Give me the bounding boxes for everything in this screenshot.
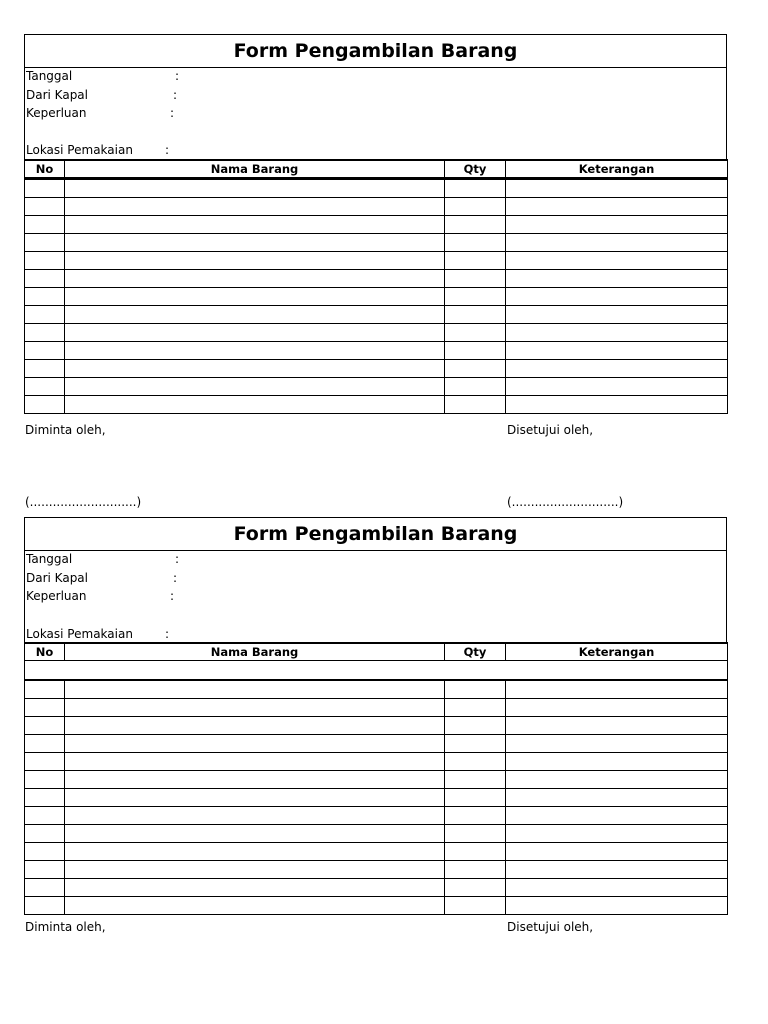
table-cell bbox=[506, 306, 728, 324]
table-cell bbox=[65, 234, 445, 252]
table-cell bbox=[506, 198, 728, 216]
table-cell bbox=[506, 360, 728, 378]
table-row bbox=[25, 735, 728, 753]
table-cell bbox=[65, 897, 445, 915]
table-cell bbox=[25, 661, 728, 681]
table-cell bbox=[65, 680, 445, 699]
table-row bbox=[25, 234, 728, 252]
table-cell bbox=[445, 843, 506, 861]
column-header-nama-barang: Nama Barang bbox=[65, 643, 445, 661]
table-cell bbox=[445, 861, 506, 879]
table-row bbox=[25, 753, 728, 771]
table-cell bbox=[445, 789, 506, 807]
table-cell bbox=[506, 324, 728, 342]
table-cell bbox=[25, 234, 65, 252]
table-row bbox=[25, 396, 728, 414]
table-cell bbox=[25, 771, 65, 789]
table-cell bbox=[25, 843, 65, 861]
table-cell bbox=[65, 699, 445, 717]
column-header-no: No bbox=[25, 160, 65, 179]
table-row bbox=[25, 680, 728, 699]
table-cell bbox=[445, 735, 506, 753]
table-cell bbox=[25, 360, 65, 378]
table-cell bbox=[25, 288, 65, 306]
table-cell bbox=[65, 360, 445, 378]
requested-by-label: Diminta oleh, bbox=[25, 423, 106, 437]
items-table bbox=[24, 159, 728, 414]
table-row bbox=[25, 699, 728, 717]
field-tanggal-label: Tanggal bbox=[26, 69, 73, 83]
table-cell bbox=[506, 861, 728, 879]
table-cell bbox=[506, 396, 728, 414]
table-cell bbox=[25, 789, 65, 807]
table-cell bbox=[506, 879, 728, 897]
signature-line-left: (............................) bbox=[25, 495, 142, 509]
table-row bbox=[25, 216, 728, 234]
table-cell bbox=[506, 897, 728, 915]
table-cell bbox=[506, 270, 728, 288]
table-cell bbox=[65, 378, 445, 396]
table-cell bbox=[65, 216, 445, 234]
table-row bbox=[25, 378, 728, 396]
table-cell bbox=[65, 735, 445, 753]
table-cell bbox=[506, 753, 728, 771]
table-cell bbox=[65, 825, 445, 843]
table-cell bbox=[65, 288, 445, 306]
table-row bbox=[25, 179, 728, 198]
column-header-qty: Qty bbox=[445, 160, 506, 179]
table-row bbox=[25, 288, 728, 306]
table-row bbox=[25, 198, 728, 216]
table-cell bbox=[445, 717, 506, 735]
table-row bbox=[25, 843, 728, 861]
table-cell bbox=[506, 179, 728, 198]
table-cell bbox=[506, 825, 728, 843]
table-cell bbox=[65, 771, 445, 789]
table-cell bbox=[65, 198, 445, 216]
table-row bbox=[25, 879, 728, 897]
table-row bbox=[25, 360, 728, 378]
table-cell bbox=[506, 288, 728, 306]
table-cell bbox=[506, 234, 728, 252]
table-cell bbox=[506, 699, 728, 717]
field-keperluan-label: Keperluan bbox=[26, 589, 87, 603]
table-cell bbox=[25, 324, 65, 342]
table-cell bbox=[445, 771, 506, 789]
table-cell bbox=[445, 699, 506, 717]
table-row bbox=[25, 897, 728, 915]
table-cell bbox=[445, 378, 506, 396]
table-cell bbox=[506, 735, 728, 753]
approved-by-label: Disetujui oleh, bbox=[507, 423, 594, 437]
table-row bbox=[25, 324, 728, 342]
column-header-keterangan: Keterangan bbox=[506, 160, 728, 179]
table-cell bbox=[445, 879, 506, 897]
table-row bbox=[25, 771, 728, 789]
table-cell bbox=[445, 360, 506, 378]
table-cell bbox=[445, 270, 506, 288]
field-lokasi-sep: : bbox=[165, 143, 170, 157]
field-lokasi-label: Lokasi Pemakaian bbox=[26, 143, 133, 157]
table-cell bbox=[25, 396, 65, 414]
field-dari-kapal-label: Dari Kapal bbox=[26, 571, 88, 585]
table-cell bbox=[506, 789, 728, 807]
field-dari-kapal-label: Dari Kapal bbox=[26, 88, 88, 102]
column-header-no: No bbox=[25, 643, 65, 661]
table-cell bbox=[25, 179, 65, 198]
table-cell bbox=[65, 717, 445, 735]
table-cell bbox=[25, 735, 65, 753]
column-header-qty: Qty bbox=[445, 643, 506, 661]
field-lokasi-label: Lokasi Pemakaian bbox=[26, 627, 133, 641]
table-cell bbox=[65, 861, 445, 879]
table-cell bbox=[25, 680, 65, 699]
table-cell bbox=[445, 306, 506, 324]
table-cell bbox=[65, 843, 445, 861]
table-cell bbox=[445, 825, 506, 843]
form-title: Form Pengambilan Barang bbox=[25, 518, 726, 551]
field-tanggal-label: Tanggal bbox=[26, 552, 73, 566]
column-header-keterangan: Keterangan bbox=[506, 643, 728, 661]
form-header-box bbox=[24, 517, 727, 644]
table-row bbox=[25, 306, 728, 324]
table-row bbox=[25, 342, 728, 360]
field-tanggal-sep: : bbox=[175, 552, 180, 566]
table-cell bbox=[506, 378, 728, 396]
table-cell bbox=[25, 807, 65, 825]
table-cell bbox=[65, 252, 445, 270]
table-cell bbox=[65, 270, 445, 288]
table-cell bbox=[25, 717, 65, 735]
table-cell bbox=[25, 306, 65, 324]
signature-line-right: (............................) bbox=[507, 495, 624, 509]
table-cell bbox=[506, 807, 728, 825]
table-cell bbox=[445, 680, 506, 699]
items-table bbox=[24, 642, 728, 915]
table-cell bbox=[25, 216, 65, 234]
table-row bbox=[25, 807, 728, 825]
table-cell bbox=[445, 342, 506, 360]
form-header-box bbox=[24, 34, 727, 161]
table-cell bbox=[445, 897, 506, 915]
table-cell bbox=[506, 771, 728, 789]
table-cell bbox=[65, 342, 445, 360]
table-row bbox=[25, 252, 728, 270]
table-cell bbox=[445, 234, 506, 252]
table-cell bbox=[65, 396, 445, 414]
table-cell bbox=[445, 216, 506, 234]
table-cell bbox=[445, 807, 506, 825]
table-row bbox=[25, 661, 728, 681]
table-row bbox=[25, 789, 728, 807]
table-cell bbox=[25, 861, 65, 879]
table-row bbox=[25, 270, 728, 288]
table-cell bbox=[65, 879, 445, 897]
table-row bbox=[25, 861, 728, 879]
form-title: Form Pengambilan Barang bbox=[25, 35, 726, 68]
table-cell bbox=[445, 252, 506, 270]
table-cell bbox=[506, 252, 728, 270]
table-cell bbox=[25, 897, 65, 915]
table-cell bbox=[506, 680, 728, 699]
field-keperluan-label: Keperluan bbox=[26, 106, 87, 120]
table-cell bbox=[445, 179, 506, 198]
table-cell bbox=[445, 288, 506, 306]
table-cell bbox=[65, 324, 445, 342]
approved-by-label: Disetujui oleh, bbox=[507, 920, 594, 934]
field-keperluan-sep: : bbox=[170, 106, 175, 120]
table-cell bbox=[506, 216, 728, 234]
table-cell bbox=[445, 396, 506, 414]
field-tanggal-sep: : bbox=[175, 69, 180, 83]
table-cell bbox=[506, 843, 728, 861]
table-cell bbox=[25, 699, 65, 717]
field-keperluan-sep: : bbox=[170, 589, 175, 603]
table-cell bbox=[445, 324, 506, 342]
column-header-nama-barang: Nama Barang bbox=[65, 160, 445, 179]
table-cell bbox=[25, 378, 65, 396]
table-cell bbox=[25, 879, 65, 897]
requested-by-label: Diminta oleh, bbox=[25, 920, 106, 934]
table-cell bbox=[25, 252, 65, 270]
table-cell bbox=[506, 717, 728, 735]
table-cell bbox=[445, 753, 506, 771]
table-cell bbox=[25, 753, 65, 771]
field-dari-kapal-sep: : bbox=[173, 571, 178, 585]
table-cell bbox=[506, 342, 728, 360]
table-cell bbox=[65, 753, 445, 771]
table-cell bbox=[65, 807, 445, 825]
table-cell bbox=[25, 342, 65, 360]
table-cell bbox=[65, 789, 445, 807]
table-cell bbox=[25, 825, 65, 843]
table-row bbox=[25, 825, 728, 843]
field-lokasi-sep: : bbox=[165, 627, 170, 641]
table-cell bbox=[25, 270, 65, 288]
field-dari-kapal-sep: : bbox=[173, 88, 178, 102]
table-row bbox=[25, 717, 728, 735]
table-cell bbox=[65, 306, 445, 324]
table-cell bbox=[445, 198, 506, 216]
table-cell bbox=[25, 198, 65, 216]
table-cell bbox=[65, 179, 445, 198]
